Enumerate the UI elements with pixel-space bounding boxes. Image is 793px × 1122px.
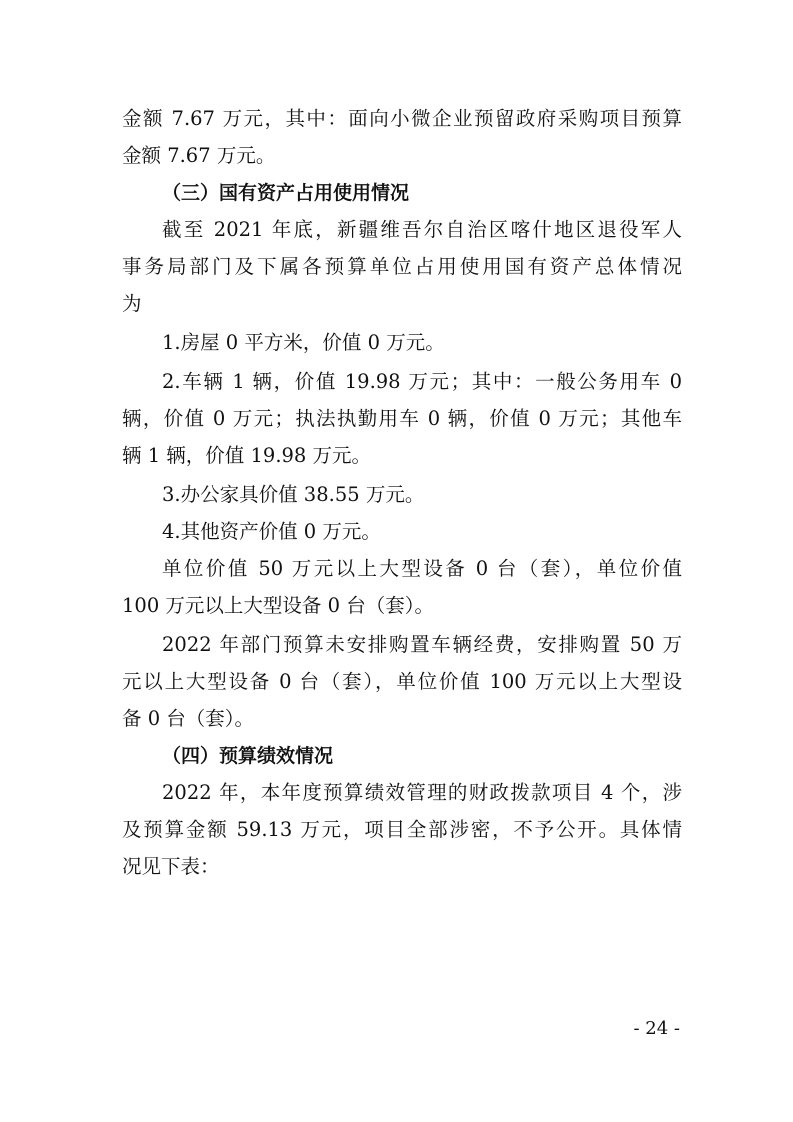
paragraph-line: 2.车辆 1 辆，价值 19.98 万元；其中：一般公务用车 0: [162, 370, 682, 393]
paragraph-line: 100 万元以上大型设备 0 台（套）。: [122, 594, 434, 617]
paragraph-line: 3.办公家具价值 38.55 万元。: [162, 483, 425, 506]
paragraph-line: 金额 7.67 万元，其中：面向小微企业预留政府采购项目预算: [122, 107, 682, 130]
paragraph-line: 2022 年，本年度预算绩效管理的财政拨款项目 4 个，涉: [162, 781, 682, 804]
paragraph-line: 及预算金额 59.13 万元，项目全部涉密，不予公开。具体情: [122, 818, 682, 841]
paragraph-line: 事务局部门及下属各预算单位占用使用国有资产总体情况: [122, 255, 682, 278]
section-heading: （四）预算绩效情况: [162, 745, 334, 767]
paragraph-line: 辆 1 辆，价值 19.98 万元。: [122, 444, 372, 467]
paragraph-line: 2022 年部门预算未安排购置车辆经费，安排购置 50 万: [162, 633, 682, 656]
paragraph-line: 单位价值 50 万元以上大型设备 0 台（套），单位价值: [162, 557, 682, 580]
paragraph-line: 4.其他资产价值 0 万元。: [162, 520, 381, 543]
paragraph-line: 为: [122, 292, 142, 315]
paragraph-line: 截至 2021 年底，新疆维吾尔自治区喀什地区退役军人: [162, 218, 682, 241]
paragraph-line: 辆，价值 0 万元；执法执勤用车 0 辆，价值 0 万元；其他车: [122, 407, 682, 430]
section-heading: （三）国有资产占用使用情况: [162, 182, 410, 204]
page-number: - 24 -: [633, 1018, 680, 1039]
paragraph-line: 金额 7.67 万元。: [122, 144, 276, 167]
paragraph-line: 况见下表：: [122, 855, 220, 878]
paragraph-line: 1.房屋 0 平方米，价值 0 万元。: [162, 331, 445, 354]
paragraph-line: 元以上大型设备 0 台（套），单位价值 100 万元以上大型设: [122, 670, 682, 693]
paragraph-line: 备 0 台（套）。: [122, 707, 255, 730]
